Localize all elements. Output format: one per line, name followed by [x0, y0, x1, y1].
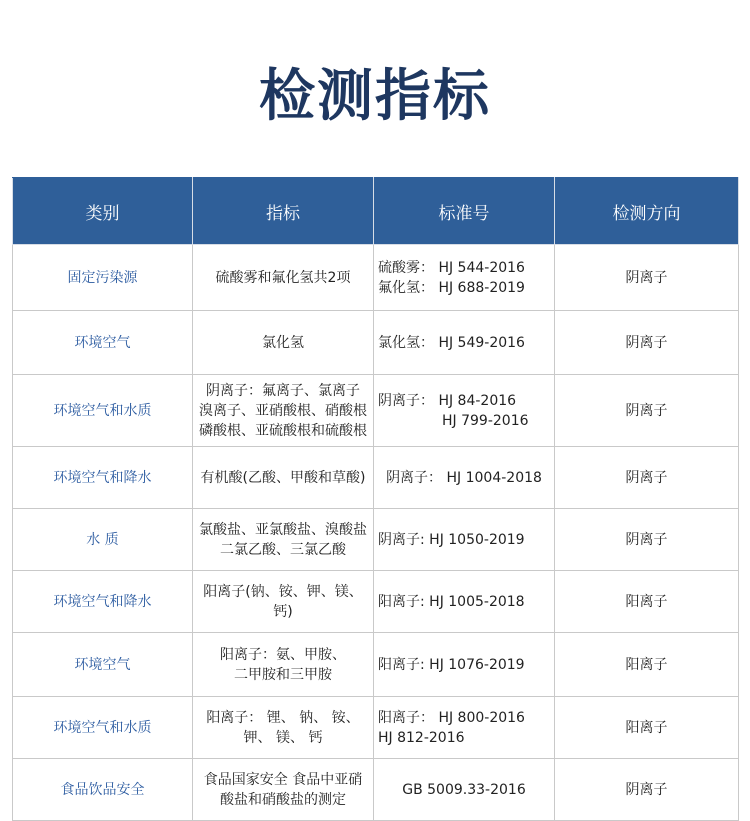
category-cell: 环境空气和水质 — [13, 697, 193, 759]
header-indicator: 指标 — [193, 178, 374, 245]
page-title: 检测指标 — [259, 64, 491, 129]
category-cell: 水 质 — [13, 509, 193, 571]
indicator-line: 磷酸根、亚硫酸根和硫酸根 — [199, 422, 367, 439]
indicator-line: 钾、 镁、 钙 — [243, 729, 323, 746]
header-direction: 检测方向 — [555, 178, 739, 245]
standard-cell — [374, 759, 555, 821]
indicator-line: 有机酸(乙酸、甲酸和草酸) — [200, 469, 366, 486]
standard-line: GB 5009.33-2016 — [402, 781, 526, 798]
standard-line: 阴离子: HJ 1050-2019 — [378, 531, 525, 548]
table-row — [13, 375, 739, 447]
standard-cell — [374, 571, 555, 633]
standard-line: 硫酸雾： HJ 544-2016 — [378, 259, 525, 276]
indicator-cell — [193, 759, 374, 821]
direction-cell: 阳离子 — [555, 697, 739, 759]
standard-line: 阳离子： HJ 800-2016 — [378, 709, 525, 726]
category-cell: 环境空气 — [13, 311, 193, 375]
indicator-line: 二氯乙酸、三氯乙酸 — [220, 541, 346, 558]
standard-line: 阴离子： HJ 1004-2018 — [386, 469, 542, 486]
indicator-cell — [193, 633, 374, 697]
standard-cell — [374, 633, 555, 697]
table-row — [13, 633, 739, 697]
indicator-line: 阳离子：氨、甲胺、 — [220, 646, 346, 663]
direction-cell: 阳离子 — [555, 633, 739, 697]
indicator-cell — [193, 571, 374, 633]
category-cell: 环境空气和降水 — [13, 447, 193, 509]
header-standard: 标准号 — [374, 178, 555, 245]
table-row — [13, 571, 739, 633]
indicator-line: 阴离子：氟离子、氯离子 — [206, 382, 360, 399]
table-row — [13, 759, 739, 821]
direction-cell: 阳离子 — [555, 571, 739, 633]
direction-cell: 阴离子 — [555, 509, 739, 571]
direction-cell: 阴离子 — [555, 447, 739, 509]
standard-line: HJ 812-2016 — [378, 729, 465, 746]
header-category: 类别 — [13, 178, 193, 245]
table-row — [13, 311, 739, 375]
standard-line: 阳离子: HJ 1005-2018 — [378, 593, 525, 610]
indicator-cell — [193, 311, 374, 375]
table-row — [13, 447, 739, 509]
indicator-cell — [193, 697, 374, 759]
standard-cell — [374, 375, 555, 447]
standard-line: 阴离子： HJ 84-2016 — [378, 392, 517, 409]
indicator-line: 食品国家安全 食品中亚硝 — [203, 771, 363, 788]
indicator-cell — [193, 245, 374, 311]
standard-line: HJ 799-2016 — [442, 412, 529, 429]
category-cell: 食品饮品安全 — [13, 759, 193, 821]
category-cell: 环境空气和降水 — [13, 571, 193, 633]
standard-line: 氯化氢： HJ 549-2016 — [378, 334, 525, 351]
table-row — [13, 245, 739, 311]
direction-cell: 阴离子 — [555, 375, 739, 447]
indicator-line: 氯化氢 — [262, 334, 304, 351]
table-row — [13, 509, 739, 571]
indicator-line: 阳离子： 锂、 钠、 铵、 — [206, 709, 360, 726]
standard-line: 氟化氢： HJ 688-2019 — [378, 279, 525, 296]
category-cell: 环境空气 — [13, 633, 193, 697]
direction-cell: 阴离子 — [555, 759, 739, 821]
standard-cell — [374, 447, 555, 509]
indicator-line: 硫酸雾和氟化氢共2项 — [215, 269, 351, 286]
standard-line: 阳离子: HJ 1076-2019 — [378, 656, 525, 673]
table-header-row — [13, 178, 739, 245]
direction-cell: 阴离子 — [555, 311, 739, 375]
standard-cell — [374, 697, 555, 759]
direction-cell: 阴离子 — [555, 245, 739, 311]
indicator-cell — [193, 447, 374, 509]
category-cell: 环境空气和水质 — [13, 375, 193, 447]
indicator-cell — [193, 509, 374, 571]
indicator-cell — [193, 375, 374, 447]
standard-cell — [374, 509, 555, 571]
indicator-line: 氯酸盐、亚氯酸盐、溴酸盐 — [199, 521, 367, 538]
category-cell: 固定污染源 — [13, 245, 193, 311]
indicator-line: 酸盐和硝酸盐的测定 — [220, 791, 346, 808]
indicator-line: 二甲胺和三甲胺 — [234, 666, 332, 683]
indicator-line: 阳离子(钠、铵、钾、镁、钙) — [203, 583, 363, 620]
standard-cell — [374, 245, 555, 311]
standard-cell — [374, 311, 555, 375]
indicator-line: 溴离子、亚硝酸根、硝酸根 — [199, 402, 367, 419]
table-row — [13, 697, 739, 759]
indicator-table — [12, 177, 739, 821]
